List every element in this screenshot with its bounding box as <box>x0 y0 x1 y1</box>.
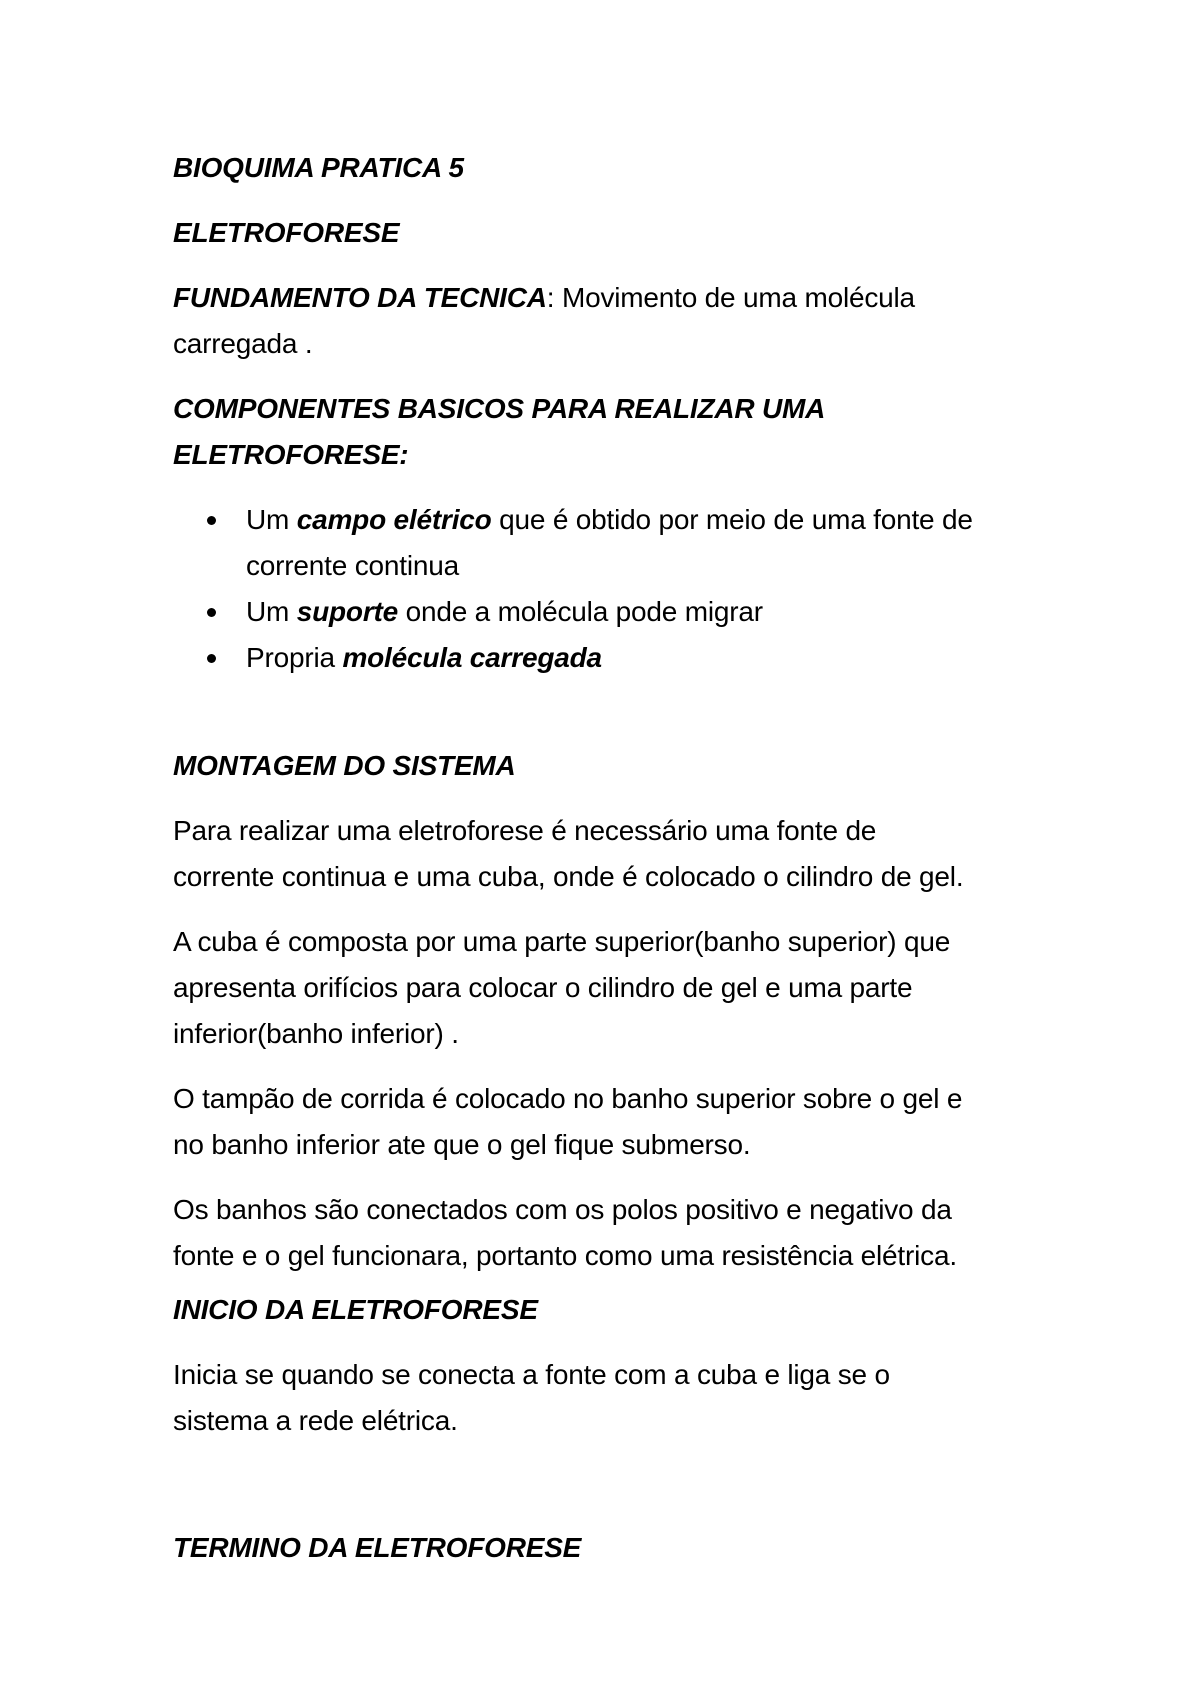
termino-heading: TERMINO DA ELETROFORESE <box>173 1532 582 1563</box>
montagem-paragraph-2 <box>173 919 1053 1057</box>
spacer <box>173 681 1053 743</box>
paragraph-line: no banho inferior ate que o gel fique submerso. <box>173 1129 751 1160</box>
componentes-list <box>173 497 1053 681</box>
list-item-text: onde a molécula pode migrar <box>398 596 763 627</box>
paragraph-line: apresenta orifícios para colocar o cilindro de gel e uma parte <box>173 972 913 1003</box>
list-item <box>173 589 1053 635</box>
fundamento-text-line2: carregada . <box>173 328 313 359</box>
fundamento-text-line1: : Movimento de uma molécula <box>546 282 915 313</box>
paragraph-line: Os banhos são conectados com os polos positivo e negativo da <box>173 1194 952 1225</box>
fundamento-label: FUNDAMENTO DA TECNICA <box>173 282 547 313</box>
document-content <box>173 145 1053 1590</box>
list-item-emphasis: suporte <box>296 596 399 627</box>
document-title: BIOQUIMA PRATICA 5 <box>173 152 464 183</box>
list-item-text: corrente continua <box>246 550 459 581</box>
montagem-paragraph-1 <box>173 808 1053 900</box>
paragraph-line: Para realizar uma eletroforese é necessário uma fonte de <box>173 815 877 846</box>
paragraph-line: A cuba é composta por uma parte superior(banho superior) que <box>173 926 951 957</box>
list-item-text: Um <box>246 596 297 627</box>
componentes-heading: COMPONENTES BASICOS PARA REALIZAR UMA ELETROFORESE: <box>173 393 825 470</box>
spacer <box>173 1463 1053 1525</box>
list-item-text: Propria <box>246 642 343 673</box>
bullet-icon <box>207 654 216 663</box>
paragraph-line: Inicia se quando se conecta a fonte com a cuba e liga se o <box>173 1359 890 1390</box>
list-item <box>173 497 1053 589</box>
bullet-icon <box>207 608 216 617</box>
list-item-text: Um <box>246 504 297 535</box>
paragraph-line: corrente continua e uma cuba, onde é colocado o cilindro de gel. <box>173 861 964 892</box>
list-item-emphasis: campo elétrico <box>296 504 492 535</box>
montagem-paragraph-4 <box>173 1187 1053 1279</box>
paragraph-line: O tampão de corrida é colocado no banho superior sobre o gel e <box>173 1083 963 1114</box>
paragraph-line: inferior(banho inferior) . <box>173 1018 459 1049</box>
inicio-paragraph <box>173 1352 1053 1444</box>
list-item-emphasis: molécula carregada <box>342 642 602 673</box>
section-title-eletroforese: ELETROFORESE <box>173 217 400 248</box>
paragraph-line: fonte e o gel funcionara, portanto como uma resistência elétrica. <box>173 1240 957 1271</box>
montagem-heading: MONTAGEM DO SISTEMA <box>173 750 516 781</box>
paragraph-line: sistema a rede elétrica. <box>173 1405 458 1436</box>
bullet-icon <box>207 516 216 525</box>
list-item <box>173 635 1053 681</box>
inicio-heading: INICIO DA ELETROFORESE <box>173 1294 538 1325</box>
montagem-paragraph-3 <box>173 1076 1053 1168</box>
fundamento-paragraph <box>173 275 1053 367</box>
list-item-text: que é obtido por meio de uma fonte de <box>491 504 973 535</box>
